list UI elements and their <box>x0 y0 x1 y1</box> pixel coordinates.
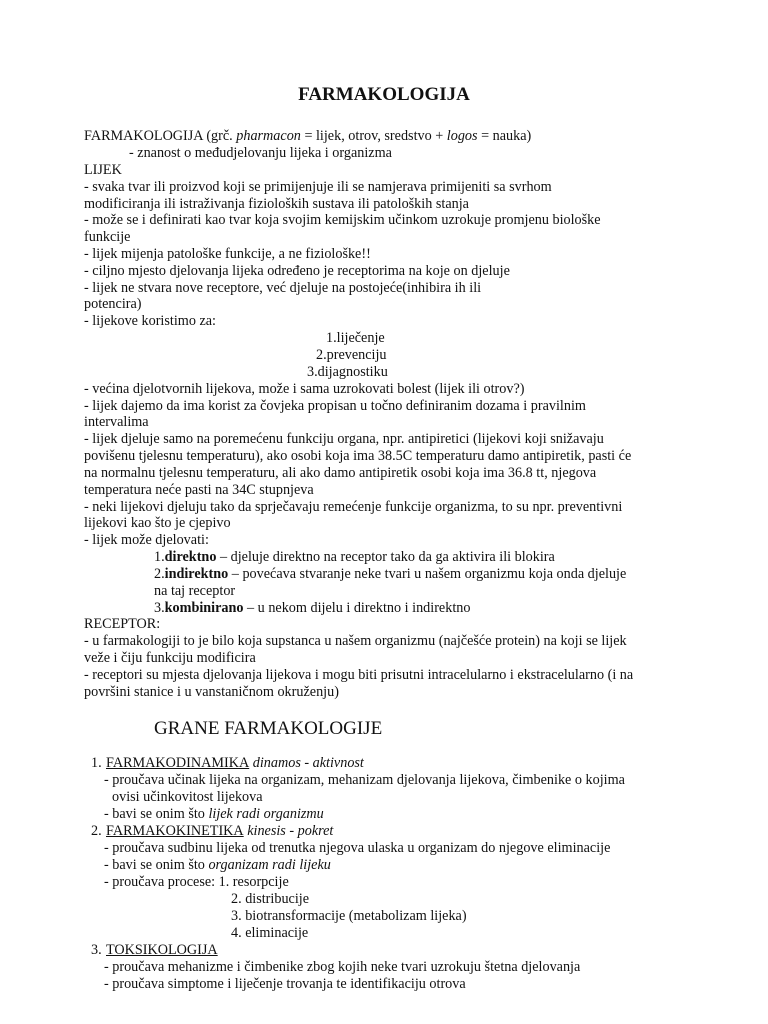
text-line: površini stanice i u vanstaničnom okruženju) <box>84 684 339 700</box>
branch-name: FARMAKOKINETIKA <box>106 823 244 839</box>
text-line: - ciljno mjesto djelovanja lijeka određeno je receptorima na koje on djeluje <box>84 263 510 279</box>
use-item: 2.prevenciju <box>316 347 387 363</box>
branch-etymology: kinesis - pokret <box>243 823 334 839</box>
intro-definition: - znanost o međudjelovanju lijeka i organizma <box>129 145 392 161</box>
mode-item-indirect: 2.indirektno – povećava stvaranje neke tvari u našem organizmu koja onda djeluje <box>154 566 627 582</box>
mode-item-combined: 3.kombinirano – u nekom dijelu i direktno i indirektno <box>154 600 471 616</box>
text-line: lijekovi kao što je cjepivo <box>84 515 231 531</box>
text-line: - lijekove koristimo za: <box>84 313 216 329</box>
text-line: - svaka tvar ili proizvod koji se primijenjuje ili se namjerava primijeniti sa svrhom <box>84 179 552 195</box>
term-pharmacon: pharmacon <box>236 128 301 144</box>
text-line: - u farmakologiji to je bilo koja supstanca u našem organizmu (najčešće protein) na koji se lijek <box>84 633 627 649</box>
mode-name: direktno <box>164 549 217 565</box>
text-line: - lijek ne stvara nove receptore, već djeluje na postojeće(inhibira ih ili <box>84 280 482 296</box>
intro-term: FARMAKOLOGIJA <box>84 128 203 144</box>
text-line: - lijek djeluje samo na poremećenu funkciju organa, npr. antipiretici (lijekovi koji snižavaju <box>84 431 604 447</box>
text-line: veže i čiju funkciju modificira <box>84 650 256 666</box>
text-line: - lijek mijenja patološke funkcije, a ne fiziološke!! <box>84 246 371 262</box>
mode-item-direct: 1.direktno – djeluje direktno na receptor tako da ga aktivira ili blokira <box>154 549 555 565</box>
text-line: povišenu tjelesnu temperaturu), ako osobi koja ima 38.5C temperaturu damo antipiretik, pasti će <box>84 448 632 464</box>
text-line: temperatura neće pasti na 34C stupnjeva <box>84 482 314 498</box>
text-line: - bavi se onim što organizam radi lijeku <box>104 857 331 873</box>
text-line: - bavi se onim što lijek radi organizmu <box>104 806 324 822</box>
text-line: - neki lijekovi djeluju tako da sprječavaju remećenje funkcije organizma, to su npr. preventivni <box>84 499 623 515</box>
text-line: - može se i definirati kao tvar koja svojim kemijskim učinkom uzrokuje promjenu biološke <box>84 212 601 228</box>
process-item: 4. eliminacije <box>231 925 309 941</box>
text-line: - proučava simptome i liječenje trovanja te identifikaciju otrova <box>104 976 466 992</box>
branch-number: 3. <box>91 942 102 958</box>
mode-item-continuation: na taj receptor <box>154 583 236 599</box>
mode-name: indirektno <box>164 566 229 582</box>
branch-number: 1. <box>91 755 102 771</box>
section-heading-lijek: LIJEK <box>84 162 122 178</box>
text-line: - proučava sudbinu lijeka od trenutka njegova ulaska u organizam do njegove eliminacije <box>104 840 611 856</box>
branch-farmakokinetika <box>106 823 333 840</box>
text-line: potencira) <box>84 296 142 312</box>
text-line: - lijek dajemo da ima korist za čovjeka propisan u točno definiranim dozama i pravilnim <box>84 398 586 414</box>
branch-farmakodinamika <box>106 755 364 772</box>
text-line: ovisi učinkovitost lijekova <box>112 789 263 805</box>
section-heading-grane: GRANE FARMAKOLOGIJE <box>154 718 383 739</box>
document-title: FARMAKOLOGIJA <box>298 84 470 105</box>
text-line: funkcije <box>84 229 131 245</box>
process-item: 3. biotransformacije (metabolizam lijeka) <box>231 908 467 924</box>
branch-name: TOKSIKOLOGIJA <box>106 942 218 958</box>
branch-name: FARMAKODINAMIKA <box>106 755 250 771</box>
term-logos: logos <box>446 128 478 144</box>
text-line: - proučava mehanizme i čimbenike zbog kojih neke tvari uzrokuju štetna djelovanja <box>104 959 581 975</box>
branch-toksikologija <box>106 942 218 959</box>
text-line: - proučava učinak lijeka na organizam, mehanizam djelovanja lijekova, čimbenike o kojima <box>104 772 625 788</box>
use-item: 3.dijagnostiku <box>307 364 388 380</box>
intro-line: FARMAKOLOGIJA (grč. pharmacon = lijek, otrov, sredstvo + logos = nauka) <box>84 128 532 144</box>
text-line: intervalima <box>84 414 149 430</box>
branch-number: 2. <box>91 823 102 839</box>
text-line: - receptori su mjesta djelovanja lijekova i mogu biti prisutni intracelularno i ekstracelularno (i na <box>84 667 634 683</box>
section-heading-receptor: RECEPTOR: <box>84 616 161 632</box>
text-line: na normalnu tjelesnu temperaturu, ali ako damo antipiretik osobi koja ima 36.8 tt, njegova <box>84 465 597 481</box>
branch-etymology: dinamos - aktivnost <box>249 755 364 771</box>
text-line: - većina djelotvornih lijekova, može i sama uzrokovati bolest (lijek ili otrov?) <box>84 381 525 397</box>
use-item: 1.liječenje <box>326 330 385 346</box>
text-line: - proučava procese: 1. resorpcije <box>104 874 289 890</box>
text-line: - lijek može djelovati: <box>84 532 209 548</box>
text-line: modificiranja ili istraživanja fizioloških sustava ili patoloških stanja <box>84 196 469 212</box>
mode-name: kombinirano <box>164 600 244 616</box>
process-item: 2. distribucije <box>231 891 310 907</box>
